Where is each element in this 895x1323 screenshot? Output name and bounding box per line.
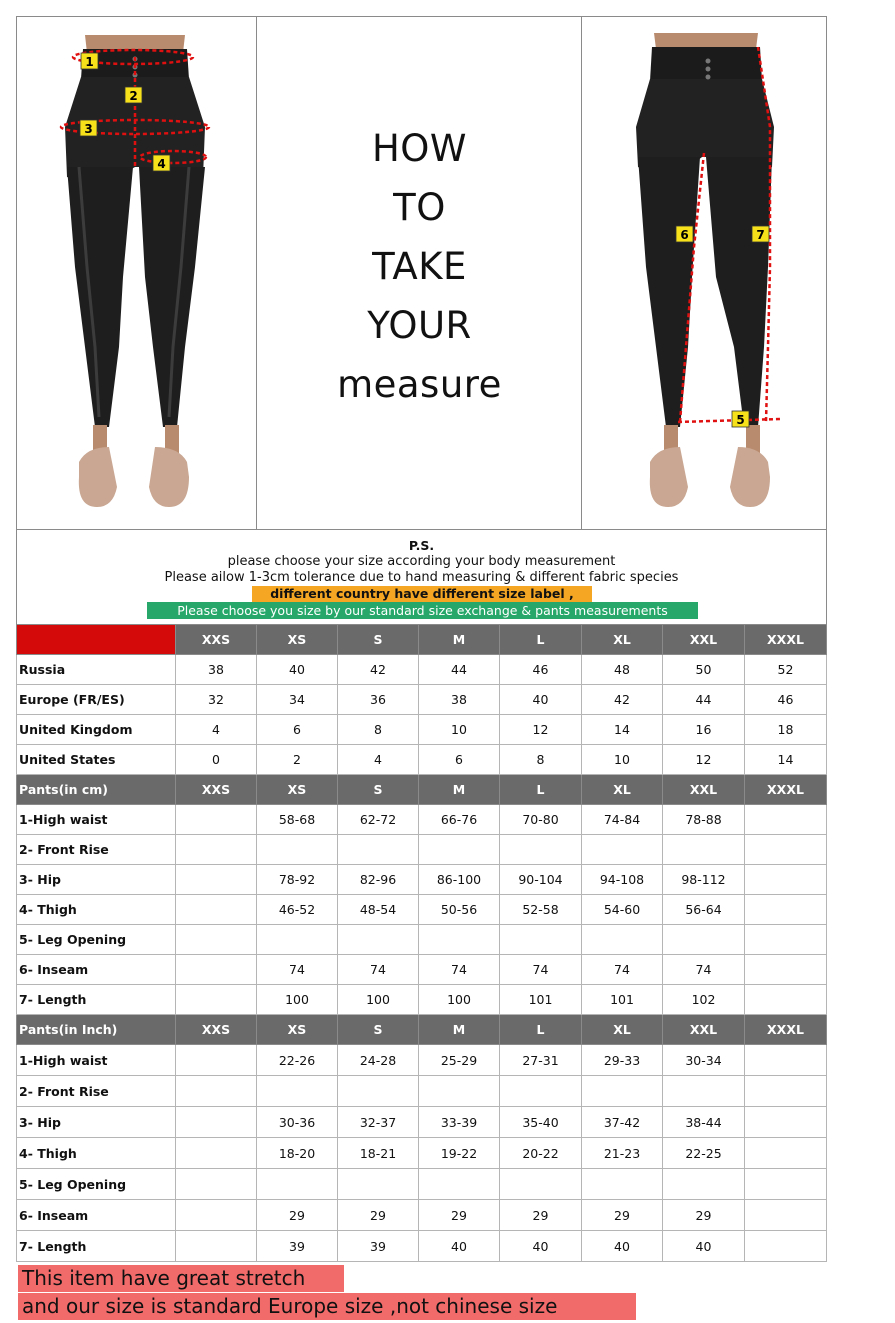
table-row	[17, 1231, 827, 1262]
table-cell: 29	[338, 1200, 419, 1231]
table-cell: 40	[663, 1231, 745, 1262]
table-cell	[582, 1076, 663, 1107]
table-cell: 25-29	[419, 1045, 500, 1076]
table-cell	[745, 1231, 827, 1262]
row-label: United Kingdom	[17, 715, 176, 745]
table-row	[17, 1138, 827, 1169]
table-cell: 74	[257, 955, 338, 985]
table-cell: 101	[500, 985, 582, 1015]
table-cell	[257, 835, 338, 865]
inch-header-label: Pants(in Inch)	[17, 1015, 176, 1045]
table-cell: 18	[745, 715, 827, 745]
instruction-panel	[257, 17, 582, 529]
side-view-panel	[582, 17, 826, 529]
table-cell	[176, 835, 257, 865]
table-cell: 14	[582, 715, 663, 745]
table-cell: 10	[582, 745, 663, 775]
table-cell: 16	[663, 715, 745, 745]
table-cell	[176, 805, 257, 835]
table-cell	[745, 805, 827, 835]
table-cell	[176, 1045, 257, 1076]
table-cell: 44	[419, 655, 500, 685]
row-label: 7- Length	[17, 1231, 176, 1262]
table-row	[17, 1076, 827, 1107]
front-view-pants-photo	[17, 17, 257, 529]
table-cell: 14	[745, 745, 827, 775]
row-label: 3- Hip	[17, 1107, 176, 1138]
table-cell	[176, 985, 257, 1015]
size-header-cell: XS	[257, 1015, 338, 1045]
table-cell: 90-104	[500, 865, 582, 895]
table-cell: 22-25	[663, 1138, 745, 1169]
size-header-cell: S	[338, 625, 419, 655]
table-cell: 35-40	[500, 1107, 582, 1138]
marker-6: 6	[680, 228, 689, 242]
table-cell: 62-72	[338, 805, 419, 835]
table-cell: 74	[663, 955, 745, 985]
marker-2: 2	[129, 89, 138, 103]
size-header-cell: XXXL	[745, 775, 827, 805]
table-cell: 12	[663, 745, 745, 775]
size-header-cell: XXS	[176, 775, 257, 805]
table-cell	[419, 1169, 500, 1200]
table-row	[17, 1200, 827, 1231]
heading-line-2: TO	[393, 186, 446, 229]
table-cell	[745, 1045, 827, 1076]
table-cell	[176, 1231, 257, 1262]
table-cell: 30-34	[663, 1045, 745, 1076]
table-cell	[500, 925, 582, 955]
table-cell	[582, 925, 663, 955]
row-label: 6- Inseam	[17, 955, 176, 985]
table-cell	[745, 1169, 827, 1200]
table-cell: 42	[582, 685, 663, 715]
table-header-row	[17, 625, 827, 655]
table-row	[17, 1045, 827, 1076]
table-cell: 12	[500, 715, 582, 745]
cm-header-label: Pants(in cm)	[17, 775, 176, 805]
table-cell: 78-88	[663, 805, 745, 835]
table-cell	[419, 925, 500, 955]
table-cell: 100	[257, 985, 338, 1015]
side-view-pants-photo	[582, 17, 826, 529]
table-cell: 40	[419, 1231, 500, 1262]
table-cell: 36	[338, 685, 419, 715]
table-cell	[419, 1076, 500, 1107]
row-label: 3- Hip	[17, 865, 176, 895]
table-cell: 100	[419, 985, 500, 1015]
table-cell: 98-112	[663, 865, 745, 895]
size-header-cell: XXS	[176, 1015, 257, 1045]
front-view-panel	[17, 17, 257, 529]
row-label: 2- Front Rise	[17, 1076, 176, 1107]
row-label: 1-High waist	[17, 805, 176, 835]
row-label: 1-High waist	[17, 1045, 176, 1076]
row-label: 4- Thigh	[17, 1138, 176, 1169]
size-header-cell: XL	[582, 1015, 663, 1045]
table-cell	[745, 985, 827, 1015]
stretch-note: This item have great stretch	[18, 1265, 344, 1292]
table-cell: 86-100	[419, 865, 500, 895]
marker-5: 5	[736, 413, 745, 427]
table-cell: 38-44	[663, 1107, 745, 1138]
table-cell: 22-26	[257, 1045, 338, 1076]
table-cell	[500, 1076, 582, 1107]
table-cell: 8	[338, 715, 419, 745]
table-cell: 74	[582, 955, 663, 985]
table-cell: 30-36	[257, 1107, 338, 1138]
table-cell: 27-31	[500, 1045, 582, 1076]
heading-line-3: TAKE	[372, 245, 467, 288]
heading-line-4: YOUR	[367, 304, 472, 347]
note-body-measurement: please choose your size according your body measurement	[227, 554, 616, 569]
table-row	[17, 805, 827, 835]
table-cell	[176, 955, 257, 985]
marker-1: 1	[85, 55, 94, 69]
size-header-cell: XL	[582, 625, 663, 655]
table-cell: 34	[257, 685, 338, 715]
table-cell: 40	[257, 655, 338, 685]
table-cell: 66-76	[419, 805, 500, 835]
table-cell: 44	[663, 685, 745, 715]
size-header-cell: XXXL	[745, 625, 827, 655]
table-row	[17, 985, 827, 1015]
note-tolerance: Please ailow 1-3cm tolerance due to hand measuring & different fabric species	[164, 570, 679, 585]
table-cell	[500, 1169, 582, 1200]
size-header-cell: XXL	[663, 1015, 745, 1045]
table-cell: 8	[500, 745, 582, 775]
size-header-cell: L	[500, 625, 582, 655]
row-label: Europe (FR/ES)	[17, 685, 176, 715]
table-row	[17, 835, 827, 865]
table-cell	[176, 1138, 257, 1169]
size-header-cell: XS	[257, 625, 338, 655]
table-cell: 48	[582, 655, 663, 685]
row-label: 6- Inseam	[17, 1200, 176, 1231]
table-cell: 33-39	[419, 1107, 500, 1138]
table-cell: 74	[500, 955, 582, 985]
how-to-measure-heading	[257, 119, 582, 414]
table-cell: 39	[338, 1231, 419, 1262]
table-cell: 46	[500, 655, 582, 685]
table-cell: 52	[745, 655, 827, 685]
table-cell	[176, 865, 257, 895]
table-cell	[663, 1076, 745, 1107]
table-cell: 40	[582, 1231, 663, 1262]
row-label: Russia	[17, 655, 176, 685]
table-cell: 78-92	[257, 865, 338, 895]
table-cell: 56-64	[663, 895, 745, 925]
table-cell: 101	[582, 985, 663, 1015]
note-country-label-highlight: different country have different size label ,	[252, 586, 592, 602]
heading-line-5: measure	[337, 363, 502, 406]
heading-line-1: HOW	[371, 127, 468, 170]
table-cell	[257, 1169, 338, 1200]
table-cell: 18-20	[257, 1138, 338, 1169]
table-cell: 74	[419, 955, 500, 985]
row-label: 2- Front Rise	[17, 835, 176, 865]
table-cell: 4	[176, 715, 257, 745]
table-cell: 29	[500, 1200, 582, 1231]
table-cell	[745, 1107, 827, 1138]
table-cell	[338, 925, 419, 955]
table-cell	[745, 925, 827, 955]
size-header-cell: XXXL	[745, 1015, 827, 1045]
table-cell: 48-54	[338, 895, 419, 925]
table-cell: 100	[338, 985, 419, 1015]
table-cell: 32	[176, 685, 257, 715]
table-header-row	[17, 775, 827, 805]
table-cell	[419, 835, 500, 865]
table-row	[17, 1169, 827, 1200]
table-cell	[745, 1200, 827, 1231]
table-row	[17, 865, 827, 895]
table-cell: 21-23	[582, 1138, 663, 1169]
size-header-cell: M	[419, 625, 500, 655]
table-cell	[582, 835, 663, 865]
table-row	[17, 925, 827, 955]
size-header-cell: M	[419, 1015, 500, 1045]
table-cell	[663, 835, 745, 865]
size-header-cell: XL	[582, 775, 663, 805]
marker-4: 4	[157, 157, 166, 171]
measurement-guide	[16, 16, 827, 530]
table-cell	[176, 1076, 257, 1107]
table-cell	[745, 895, 827, 925]
size-header-cell: XXL	[663, 625, 745, 655]
table-header-row	[17, 1015, 827, 1045]
table-cell: 74-84	[582, 805, 663, 835]
table-cell: 40	[500, 685, 582, 715]
table-row	[17, 715, 827, 745]
table-cell	[338, 1076, 419, 1107]
table-cell	[663, 925, 745, 955]
marker-3: 3	[84, 122, 93, 136]
table-cell	[582, 1169, 663, 1200]
table-cell: 40	[500, 1231, 582, 1262]
row-label: United States	[17, 745, 176, 775]
table-cell: 0	[176, 745, 257, 775]
table-cell	[745, 1138, 827, 1169]
table-row	[17, 1107, 827, 1138]
row-label: 5- Leg Opening	[17, 1169, 176, 1200]
table-cell: 6	[419, 745, 500, 775]
table-cell	[176, 1200, 257, 1231]
table-cell: 2	[257, 745, 338, 775]
table-cell: 38	[419, 685, 500, 715]
size-header-cell: L	[500, 775, 582, 805]
table-row	[17, 955, 827, 985]
table-cell	[745, 865, 827, 895]
table-cell: 10	[419, 715, 500, 745]
table-cell	[745, 1076, 827, 1107]
table-cell: 46-52	[257, 895, 338, 925]
row-label: 4- Thigh	[17, 895, 176, 925]
table-cell	[176, 925, 257, 955]
size-corner-cell	[17, 625, 176, 655]
table-cell	[338, 1169, 419, 1200]
table-cell: 29-33	[582, 1045, 663, 1076]
table-cell	[500, 835, 582, 865]
table-cell	[257, 1076, 338, 1107]
table-cell: 58-68	[257, 805, 338, 835]
table-cell	[176, 1169, 257, 1200]
table-row	[17, 685, 827, 715]
row-label: 5- Leg Opening	[17, 925, 176, 955]
table-cell: 24-28	[338, 1045, 419, 1076]
table-cell: 50	[663, 655, 745, 685]
table-cell: 37-42	[582, 1107, 663, 1138]
table-cell: 102	[663, 985, 745, 1015]
size-header-cell: L	[500, 1015, 582, 1045]
table-row	[17, 895, 827, 925]
size-header-cell: XXL	[663, 775, 745, 805]
table-cell: 4	[338, 745, 419, 775]
notes-block	[16, 530, 827, 624]
europe-size-note: and our size is standard Europe size ,not chinese size	[18, 1293, 636, 1320]
table-cell: 29	[663, 1200, 745, 1231]
table-cell: 94-108	[582, 865, 663, 895]
table-cell: 29	[582, 1200, 663, 1231]
table-cell	[176, 895, 257, 925]
table-cell: 38	[176, 655, 257, 685]
table-cell	[663, 1169, 745, 1200]
table-cell: 42	[338, 655, 419, 685]
table-cell: 82-96	[338, 865, 419, 895]
table-row	[17, 745, 827, 775]
table-cell: 20-22	[500, 1138, 582, 1169]
table-cell: 54-60	[582, 895, 663, 925]
table-row	[17, 655, 827, 685]
size-header-cell: S	[338, 1015, 419, 1045]
marker-7: 7	[756, 228, 765, 242]
table-cell: 52-58	[500, 895, 582, 925]
table-cell: 70-80	[500, 805, 582, 835]
table-cell: 46	[745, 685, 827, 715]
size-header-cell: S	[338, 775, 419, 805]
table-cell: 32-37	[338, 1107, 419, 1138]
size-header-cell: M	[419, 775, 500, 805]
table-cell: 29	[257, 1200, 338, 1231]
table-cell: 6	[257, 715, 338, 745]
table-cell	[745, 835, 827, 865]
table-cell: 50-56	[419, 895, 500, 925]
row-label: 7- Length	[17, 985, 176, 1015]
ps-heading: P.S.	[408, 538, 435, 553]
table-cell	[176, 1107, 257, 1138]
size-header-cell: XXS	[176, 625, 257, 655]
table-cell	[745, 955, 827, 985]
table-cell	[257, 925, 338, 955]
table-cell: 74	[338, 955, 419, 985]
table-cell: 18-21	[338, 1138, 419, 1169]
note-standard-size-highlight: Please choose you size by our standard size exchange & pants measurements	[147, 602, 698, 619]
size-header-cell: XS	[257, 775, 338, 805]
table-cell: 19-22	[419, 1138, 500, 1169]
size-chart-table	[16, 624, 827, 1262]
table-cell: 29	[419, 1200, 500, 1231]
table-cell	[338, 835, 419, 865]
table-cell: 39	[257, 1231, 338, 1262]
